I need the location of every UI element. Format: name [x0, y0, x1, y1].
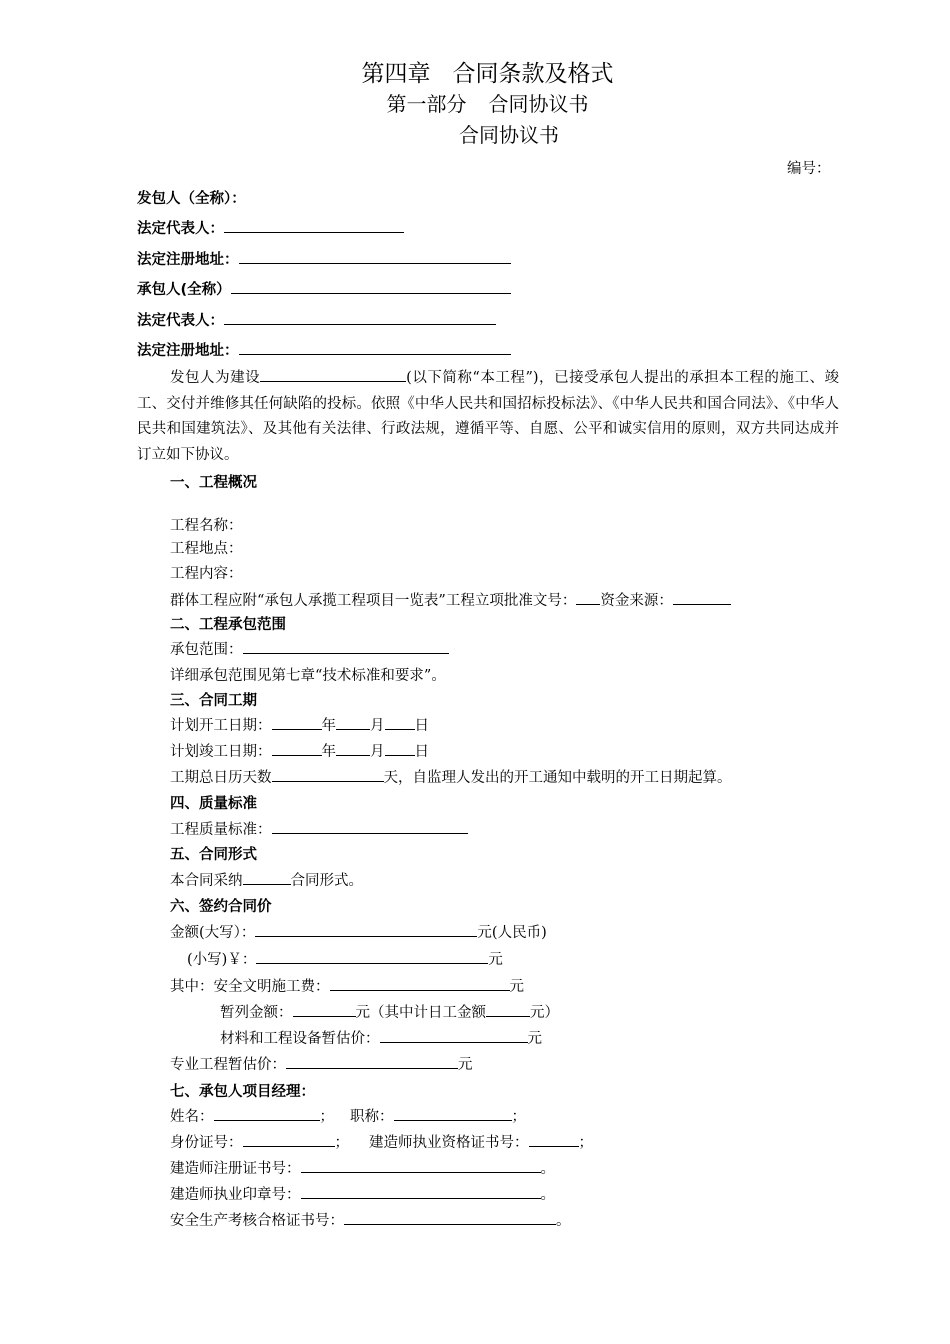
yuan-label: 元	[509, 979, 524, 995]
document-title: 合同协议书	[459, 123, 559, 147]
daywork-blank[interactable]	[486, 1002, 530, 1017]
part-title	[0, 88, 950, 117]
start-month-blank[interactable]	[336, 715, 370, 730]
quality-blank[interactable]	[272, 819, 468, 834]
material-blank[interactable]	[380, 1028, 528, 1043]
contractor-addr-label: 法定注册地址：	[137, 343, 239, 359]
manager-name-row	[170, 1105, 526, 1126]
section-1-heading: 一、工程概况	[170, 475, 257, 491]
seal-blank[interactable]	[301, 1184, 541, 1199]
registration-row	[170, 1157, 555, 1178]
contractor-label: 承包人(全称）	[137, 282, 231, 298]
employer-rep-label: 法定代表人：	[137, 221, 224, 237]
number-label: 编号：	[787, 161, 831, 177]
total-days-label: 工期总日历天数	[170, 770, 272, 786]
finish-year-blank[interactable]	[272, 741, 322, 756]
project-content-label: 工程内容：	[170, 566, 243, 582]
start-year-blank[interactable]	[272, 715, 322, 730]
amount-upper-unit: 元(人民币)	[477, 925, 547, 941]
project-name-label: 工程名称：	[170, 518, 243, 534]
section-2-heading: 二、工程承包范围	[170, 617, 286, 633]
special-label: 专业工程暂估价：	[170, 1057, 286, 1073]
employer-label: 发包人（全称）：	[137, 191, 246, 207]
special-blank[interactable]	[286, 1054, 458, 1069]
employer-addr-blank[interactable]	[239, 249, 511, 264]
section-6-heading: 六、签约合同价	[170, 899, 272, 915]
amount-lower-row	[187, 948, 503, 969]
finish-date-row	[170, 740, 429, 761]
registration-blank[interactable]	[301, 1158, 541, 1173]
safety-cert-blank[interactable]	[344, 1210, 556, 1225]
finish-date-label: 计划竣工日期：	[170, 744, 272, 760]
material-row	[220, 1027, 542, 1048]
amount-upper-label: 金额(大写）：	[170, 925, 256, 941]
semicolon: ；	[578, 1135, 593, 1151]
among-label: 其中：	[170, 979, 214, 995]
chapter-title	[0, 55, 950, 88]
contract-form-label: 本合同采纳	[170, 873, 243, 889]
year-label: 年	[321, 718, 336, 734]
manager-title-label: 职称：	[350, 1109, 394, 1125]
start-date-row	[170, 714, 429, 735]
month-label: 月	[370, 718, 385, 734]
provisional-row	[220, 1001, 559, 1022]
safety-fee-row	[170, 975, 524, 996]
scope-blank[interactable]	[243, 639, 449, 654]
semicolon: ；	[334, 1135, 349, 1151]
contractor-rep-row	[137, 309, 496, 330]
semicolon: ；	[319, 1109, 334, 1125]
day-label: 日	[414, 744, 429, 760]
contractor-rep-label: 法定代表人：	[137, 313, 224, 329]
yuan-label: 元	[488, 952, 503, 968]
safety-fee-blank[interactable]	[330, 976, 510, 991]
safety-cert-row	[170, 1209, 571, 1230]
employer-rep-blank[interactable]	[224, 218, 404, 233]
chapter-name: 合同条款及格式	[452, 61, 614, 87]
material-label: 材料和工程设备暂估价：	[220, 1031, 380, 1047]
section-7-heading: 七、承包人项目经理：	[170, 1084, 315, 1100]
intro-text-a: 发包人为建设	[170, 370, 261, 386]
fund-source-blank[interactable]	[673, 590, 731, 605]
quality-label: 工程质量标准：	[170, 822, 272, 838]
yuan-label: 元	[458, 1057, 473, 1073]
employer-rep-row	[137, 217, 404, 238]
seal-label: 建造师执业印章号：	[170, 1187, 301, 1203]
contract-form-suffix: 合同形式。	[290, 873, 363, 889]
chapter-number: 第四章	[361, 61, 431, 87]
intro-paragraph	[137, 366, 839, 468]
provisional-blank[interactable]	[293, 1002, 356, 1017]
intro-text-b: (以下简称“本工程”)，已接受承包人提出的承担本工程的施工、竣工、交付并维修其任何缺陷的投标。依照《中华人民共和国招标投标法》、《中华人民共和国合同法》、《中华人民共和国建筑法》、及其他有关法律、行政法规，遵循平等、自愿、公平和诚实信用的原则，双方共同达成并订立如下协议。	[137, 370, 840, 463]
total-days-row	[170, 766, 732, 787]
amount-upper-row	[170, 921, 547, 942]
project-location-label: 工程地点：	[170, 541, 243, 557]
scope-row	[170, 638, 449, 659]
finish-day-blank[interactable]	[385, 741, 415, 756]
contractor-addr-blank[interactable]	[239, 340, 511, 355]
project-name-blank[interactable]	[260, 367, 406, 382]
contractor-rep-blank[interactable]	[224, 310, 496, 325]
amount-upper-blank[interactable]	[255, 922, 477, 937]
start-date-label: 计划开工日期：	[170, 718, 272, 734]
registration-label: 建造师注册证书号：	[170, 1161, 301, 1177]
seal-row	[170, 1183, 555, 1204]
safety-fee-label: 安全文明施工费：	[213, 979, 330, 995]
month-label: 月	[370, 744, 385, 760]
total-days-blank[interactable]	[272, 767, 384, 782]
year-label: 年	[321, 744, 336, 760]
contract-form-row	[170, 869, 363, 890]
part-name: 合同协议书	[488, 92, 589, 116]
start-day-blank[interactable]	[385, 715, 415, 730]
scope-label: 承包范围：	[170, 642, 243, 658]
group-project-row	[170, 589, 731, 610]
manager-title-blank[interactable]	[394, 1106, 512, 1121]
section-5-heading: 五、合同形式	[170, 847, 257, 863]
special-row	[170, 1053, 473, 1074]
safety-cert-label: 安全生产考核合格证书号：	[170, 1213, 344, 1229]
total-days-note: 天，自监理人发出的开工通知中载明的开工日期起算。	[383, 770, 732, 786]
approval-no-label: 群体工程应附“承包人承揽工程项目一览表”工程立项批准文号：	[170, 593, 577, 609]
contract-form-blank[interactable]	[243, 870, 291, 885]
provisional-label: 暂列金额：	[220, 1005, 293, 1021]
yuan-label: 元	[527, 1031, 542, 1047]
employer-addr-label: 法定注册地址：	[137, 252, 239, 268]
contractor-addr-row	[137, 339, 511, 360]
qualification-label: 建造师执业资格证书号：	[369, 1135, 529, 1151]
section-4-heading: 四、质量标准	[170, 796, 257, 812]
daywork-suffix: 元）	[530, 1005, 559, 1021]
amount-lower-label: (小写)￥：	[187, 952, 257, 968]
finish-month-blank[interactable]	[336, 741, 370, 756]
manager-name-blank[interactable]	[214, 1106, 320, 1121]
quality-row	[170, 818, 468, 839]
fund-source-label: 资金来源：	[600, 593, 673, 609]
employer-addr-row	[137, 248, 511, 269]
semicolon: ；	[511, 1109, 526, 1125]
daywork-label: 元（其中计日工金额	[355, 1005, 486, 1021]
day-label: 日	[414, 718, 429, 734]
manager-id-row	[170, 1131, 593, 1152]
manager-name-label: 姓名：	[170, 1109, 214, 1125]
contractor-row	[137, 278, 511, 299]
qualification-blank[interactable]	[529, 1132, 579, 1147]
period: 。	[540, 1161, 555, 1177]
manager-id-blank[interactable]	[243, 1132, 335, 1147]
period: 。	[556, 1213, 571, 1229]
manager-id-label: 身份证号：	[170, 1135, 243, 1151]
part-number: 第一部分	[386, 92, 467, 116]
period: 。	[540, 1187, 555, 1203]
scope-detail: 详细承包范围见第七章“技术标准和要求”。	[170, 668, 446, 684]
amount-lower-blank[interactable]	[256, 949, 488, 964]
section-3-heading: 三、合同工期	[170, 693, 257, 709]
contractor-blank[interactable]	[231, 279, 511, 294]
approval-no-blank[interactable]	[576, 590, 600, 605]
